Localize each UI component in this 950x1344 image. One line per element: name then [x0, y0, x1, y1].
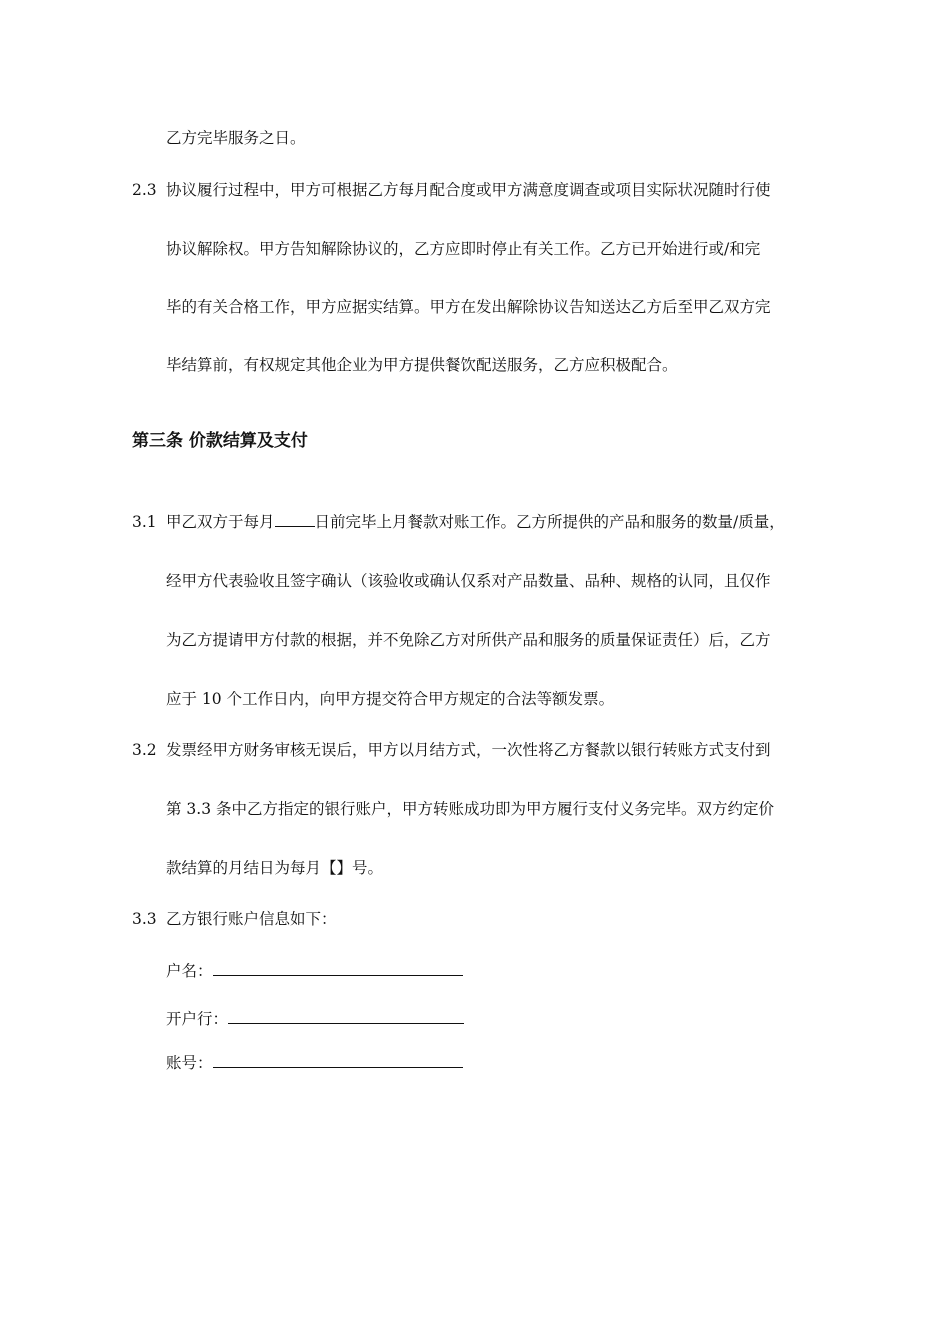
day-blank[interactable] — [275, 512, 315, 527]
item-3-2-number: 3.2 — [132, 741, 157, 759]
item-2-3-line: 协议履行过程中，甲方可根据乙方每月配合度或甲方满意度调查或项目实际状况随时行使 — [166, 181, 771, 199]
item-3-1-line — [166, 512, 785, 532]
clause3-heading: 第三条 价款结算及支付 — [132, 431, 308, 451]
item-3-1-number: 3.1 — [132, 513, 157, 531]
item-3-3-text: 乙方银行账户信息如下： — [166, 910, 337, 928]
item-3-1-line: 为乙方提请甲方付款的根据，并不免除乙方对所供产品和服务的质量保证责任）后，乙方 — [166, 631, 771, 649]
item-3-1-line: 应于 10 个工作日内，向甲方提交符合甲方规定的合法等额发票。 — [166, 690, 615, 708]
item-3-2-line: 发票经甲方财务审核无误后，甲方以月结方式，一次性将乙方餐款以银行转账方式支付到 — [166, 741, 771, 759]
item-3-1-text-after-blank: 日前完毕上月餐款对账工作。乙方所提供的产品和服务的数量/质量， — [314, 513, 785, 531]
item-2-3-line: 毕的有关合格工作，甲方应据实结算。甲方在发出解除协议告知送达乙方后至甲乙双方完 — [166, 298, 771, 316]
account-name-row — [166, 961, 463, 981]
item-3-2-line: 款结算的月结日为每月【】号。 — [166, 859, 384, 877]
bank-label: 开户行： — [166, 1010, 229, 1028]
item-3-3-number: 3.3 — [132, 910, 157, 928]
item-3-2-line: 第 3.3 条中乙方指定的银行账户，甲方转账成功即为甲方履行支付义务完毕。双方约定价 — [166, 800, 775, 818]
item-2-3-line: 协议解除权。甲方告知解除协议的，乙方应即时停止有关工作。乙方已开始进行或/和完 — [166, 240, 761, 258]
account-name-field[interactable] — [213, 961, 463, 976]
bank-field[interactable] — [228, 1009, 464, 1024]
item-2-3-number: 2.3 — [132, 181, 157, 199]
bank-row — [166, 1009, 464, 1029]
account-no-label: 账号： — [166, 1054, 213, 1072]
account-no-field[interactable] — [213, 1053, 463, 1068]
clause2-continuation: 乙方完毕服务之日。 — [166, 129, 306, 147]
item-3-1-line: 经甲方代表验收且签字确认（该验收或确认仅系对产品数量、品种、规格的认同，且仅作 — [166, 572, 771, 590]
account-no-row — [166, 1053, 463, 1073]
item-2-3-line: 毕结算前，有权规定其他企业为甲方提供餐饮配送服务，乙方应积极配合。 — [166, 356, 678, 374]
item-3-1-text-before-blank: 甲乙双方于每月 — [166, 513, 275, 531]
account-name-label: 户名： — [166, 962, 213, 980]
